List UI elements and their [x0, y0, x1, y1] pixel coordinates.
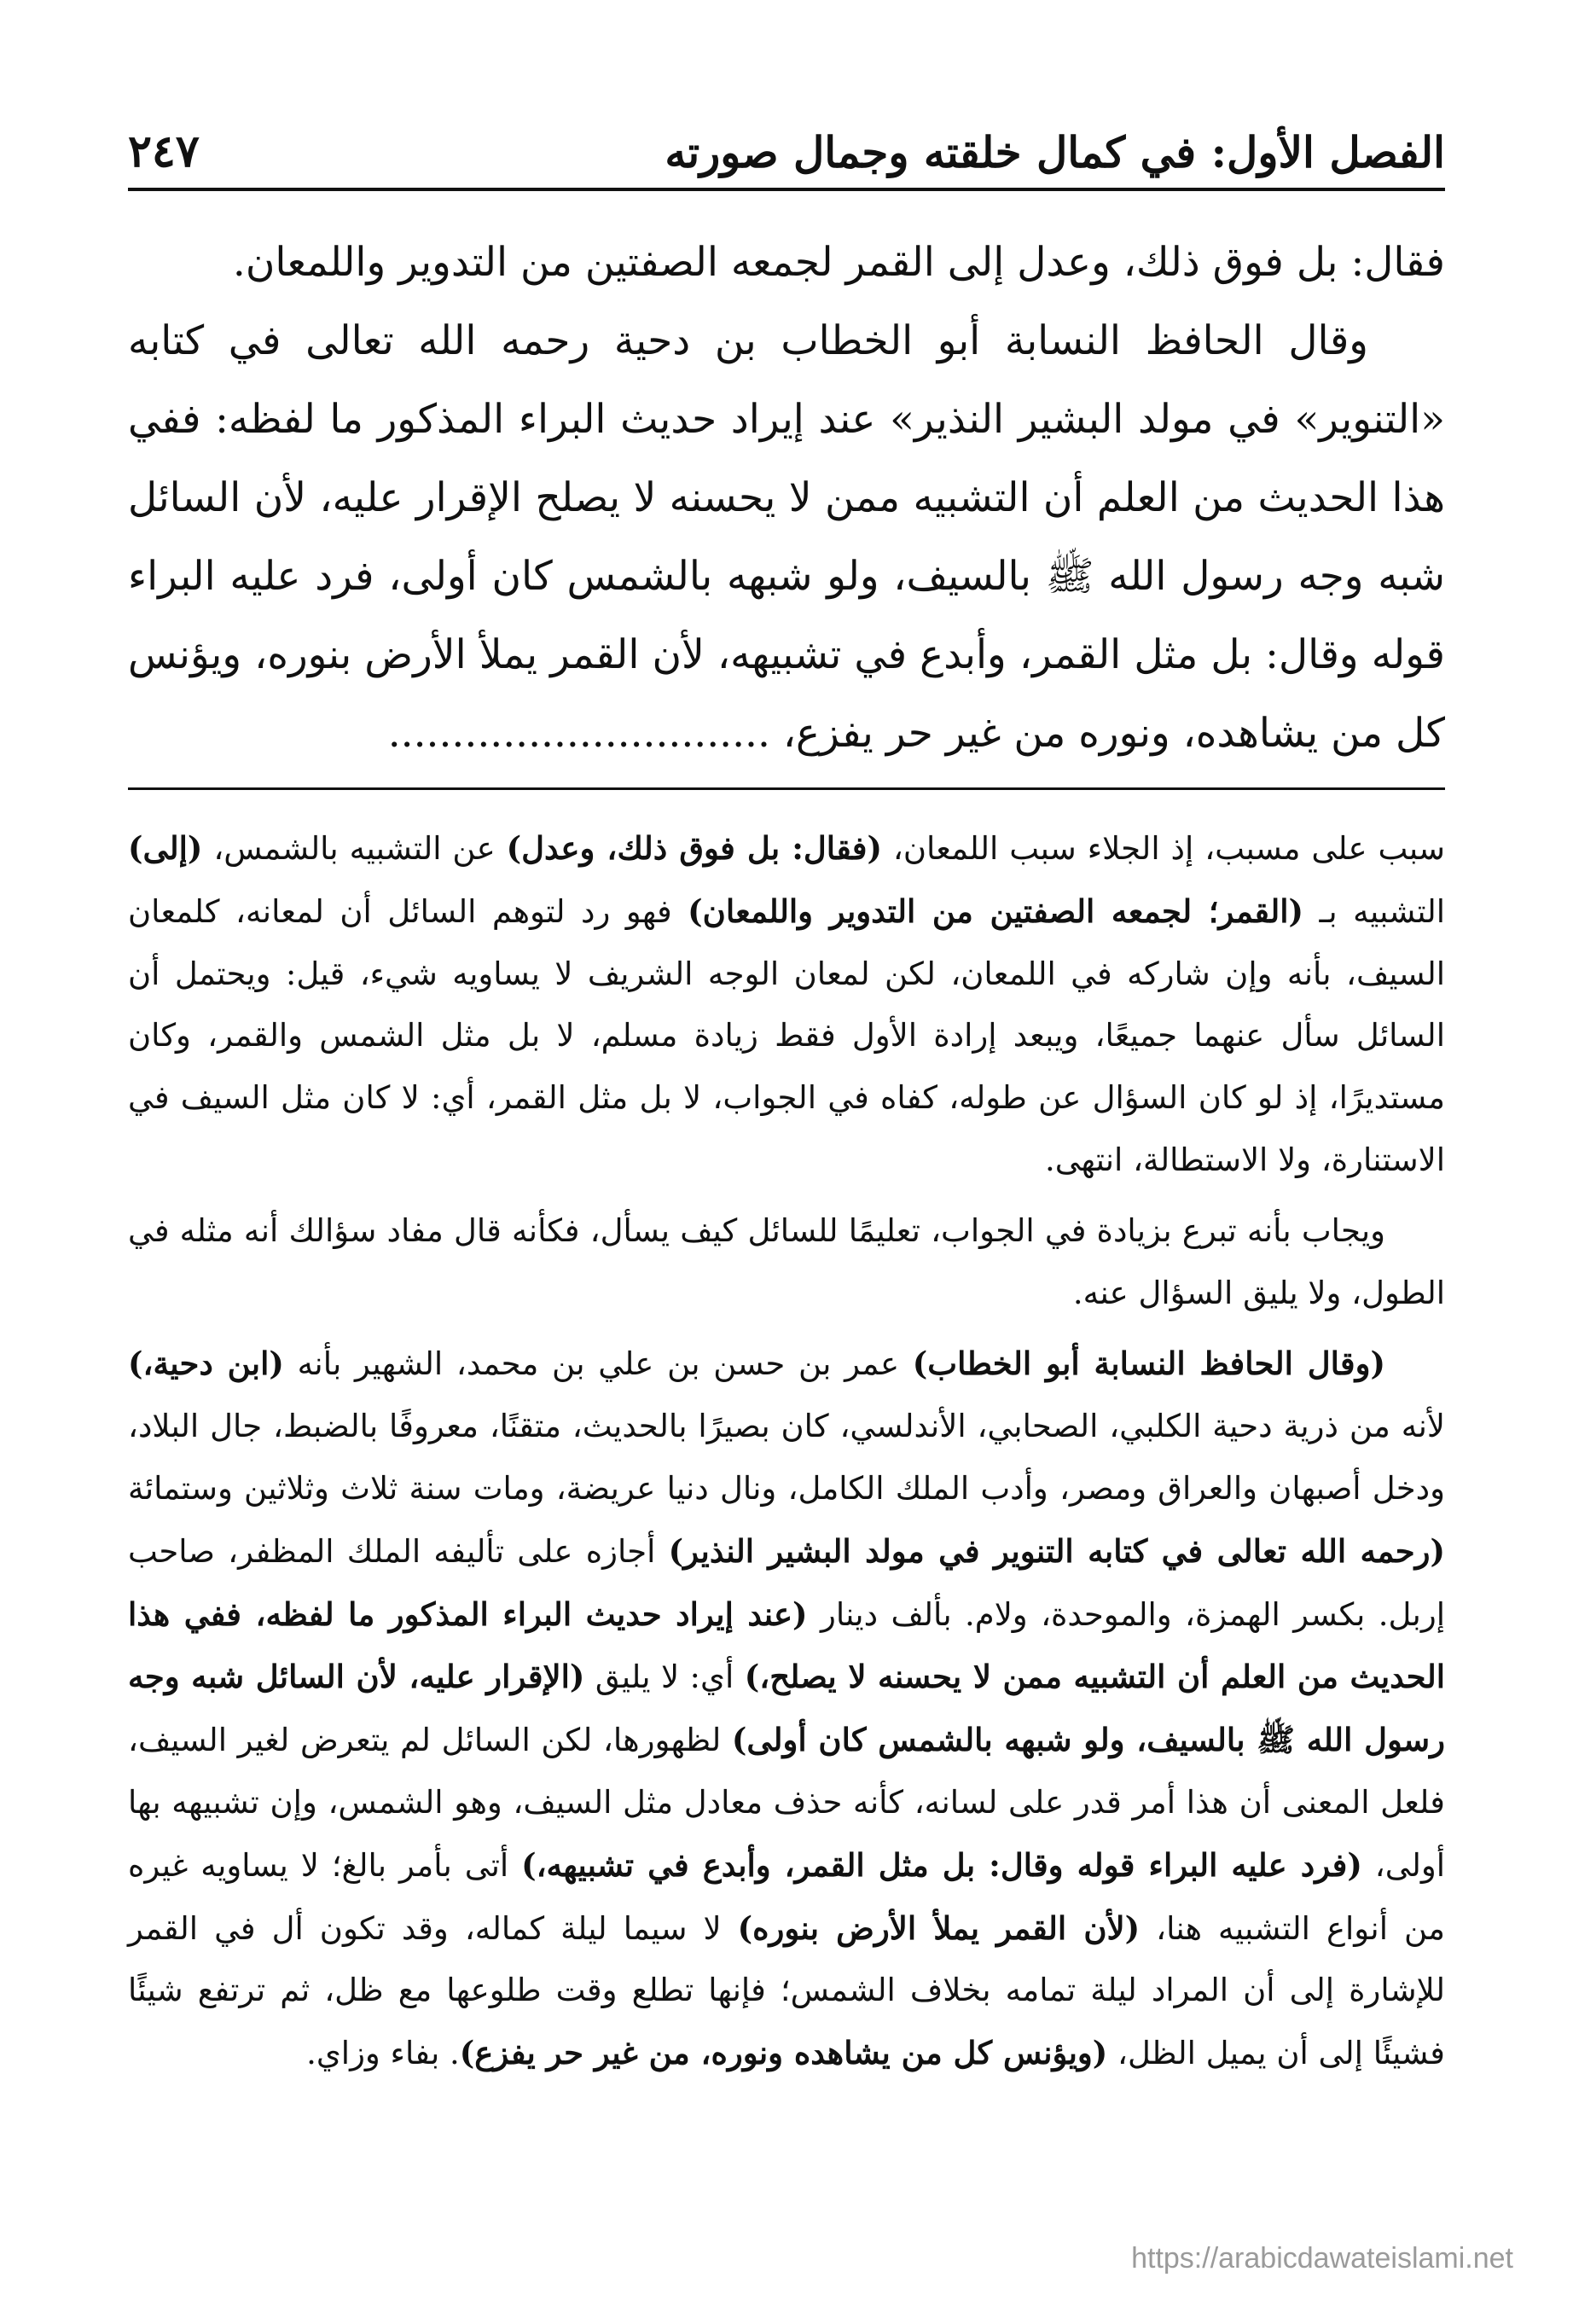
commentary-paragraph	[128, 817, 1445, 1192]
running-title: الفصل الأول: في كمال خلقته وجمال صورته	[665, 127, 1445, 177]
commentary-segment: أجازه على تأليفه الملك المظفر، صاحب إربل. بكسر الهمزة، والموحدة، ولام. بألف دينار	[128, 1532, 1445, 1633]
commentary-segment: لظهورها، لكن السائل لم يتعرض لغير السيف، فلعل المعنى أن هذا أمر قدر على لسانه، كأنه حذف معادل مثل السيف، وهو الشمس، وإن تشبيهه بها أولى،	[128, 1722, 1446, 1884]
main-paragraph-text: وقال الحافظ النسابة أبو الخطاب بن دحية رحمه الله تعالى في كتابه «التنوير» في مولد البشير النذير» عند إيراد حديث البراء المذكور ما لفظه: ففي هذا الحديث من العلم أن التشبيه ممن لا يحسنه لا يصلح الإقرار عليه، لأن السائل شبه وجه رسول الله ﷺ بالسيف، ولو شبهه بالشمس كان أولى، فرد عليه البراء قوله وقال: بل مثل القمر، وأبدع في تشبيهه، لأن القمر يملأ الأرض بنوره، ويؤنس كل من يشاهده، ونوره من غير حر يفزع،	[128, 317, 1445, 757]
commentary-segment: أتى بأمر بالغ؛ لا يساويه غيره من أنواع التشبيه هنا،	[128, 1846, 1445, 1947]
quoted-matn: (القمر؛ لجمعه الصفتين من التدوير واللمعان)	[688, 892, 1304, 930]
main-paragraph: فقال: بل فوق ذلك، وعدل إلى القمر لجمعه الصفتين من التدوير واللمعان.	[232, 239, 1445, 286]
main-paragraph	[128, 302, 1445, 773]
quoted-matn: (عند إيراد حديث البراء المذكور ما لفظه، ففي هذا الحديث من العلم أن التشبيه ممن لا يحسنه لا يصلح،)	[128, 1595, 1446, 1696]
quoted-matn: (رحمه الله تعالى في كتابه التنوير في مولد البشير النذير)	[668, 1531, 1445, 1570]
commentary-segment: أي: لا يليق	[584, 1659, 745, 1696]
watermark: https://arabicdawateislami.net	[1131, 2242, 1513, 2275]
quoted-matn: (فقال: بل فوق ذلك، وعدل)	[506, 829, 882, 867]
separator-rule	[128, 787, 1445, 790]
running-head	[128, 101, 1445, 177]
quoted-matn: (وقال الحافظ النسابة أبو الخطاب)	[912, 1345, 1385, 1383]
quoted-matn: (ويؤنس كل من يشاهده ونوره، من غير حر يفزع)	[459, 2034, 1108, 2072]
commentary-segment: لأنه من ذرية دحية الكلبي، الصحابي، الأندلسي، كان بصيرًا بالحديث، متقنًا، معروفًا بالضبط، جال البلاد، ودخل أصبهان والعراق ومصر، وأدب الملك الكامل، ونال دنيا عريضة، ومات سنة ثلاث وثلاثين وستمائة	[128, 1408, 1445, 1507]
commentary-segment: فهو رد لتوهم السائل أن لمعانه، كلمعان السيف، بأنه وإن شاركه في اللمعان، لكن لمعان الوجه الشريف لا يساويه شيء، قيل: ويحتمل أن السائل سأل عنهما جميعًا، ويبعد إرادة الأول فقط زيادة مسلم، لا بل مثل الشمس والقمر، وكان مستديرًا، إذ لو كان السؤال عن طوله، كفاه في الجواب، لا بل مثل القمر، أي: لا كان مثل السيف في الاستنارة، ولا الاستطالة، انتهى.	[128, 892, 1445, 1178]
commentary-paragraph	[128, 1333, 1445, 2085]
commentary-segment: ويجاب بأنه تبرع بزيادة في الجواب، تعليمًا للسائل كيف يسأل، فكأنه قال مفاد سؤالك أنه مثله في الطول، ولا يليق السؤال عنه.	[128, 1211, 1445, 1311]
main-text	[128, 224, 1445, 773]
commentary-paragraph	[128, 1200, 1445, 1325]
commentary-segment: . بفاء وزاي.	[306, 2035, 460, 2072]
commentary-segment: عمر بن حسن بن علي بن محمد، الشهير بأنه	[283, 1345, 913, 1383]
quoted-matn: (إلى)	[128, 829, 203, 867]
quoted-matn: (الإقرار عليه، لأن السائل شبه وجه رسول الله ﷺ بالسيف، ولو شبهه بالشمس كان أولى)	[128, 1658, 1445, 1759]
ellipsis-dots: ..............................	[387, 710, 770, 757]
page-number: ٢٤٧	[128, 125, 200, 177]
quoted-matn: (لأن القمر يملأ الأرض بنوره)	[737, 1909, 1141, 1947]
commentary-segment: التشبيه بـ	[1303, 892, 1445, 930]
header-rule	[128, 188, 1445, 191]
commentary-segment: عن التشبيه بالشمس،	[202, 830, 507, 867]
commentary-text	[128, 817, 1445, 2085]
quoted-matn: (فرد عليه البراء قوله وقال: بل مثل القمر، وأبدع في تشبيهه،)	[521, 1845, 1362, 1884]
quoted-matn: (ابن دحية،)	[128, 1345, 284, 1383]
commentary-segment: لا سيما ليلة كماله، وقد تكون أل في القمر للإشارة إلى أن المراد ليلة تمامه بخلاف الشمس؛ فإنها تطلع وقت طلوعها مع ظل، ثم ترتفع شيئًا فشيئًا إلى أن يميل الظل،	[128, 1909, 1445, 2072]
commentary-segment: سبب على مسبب، إذ الجلاء سبب اللمعان،	[881, 830, 1445, 867]
